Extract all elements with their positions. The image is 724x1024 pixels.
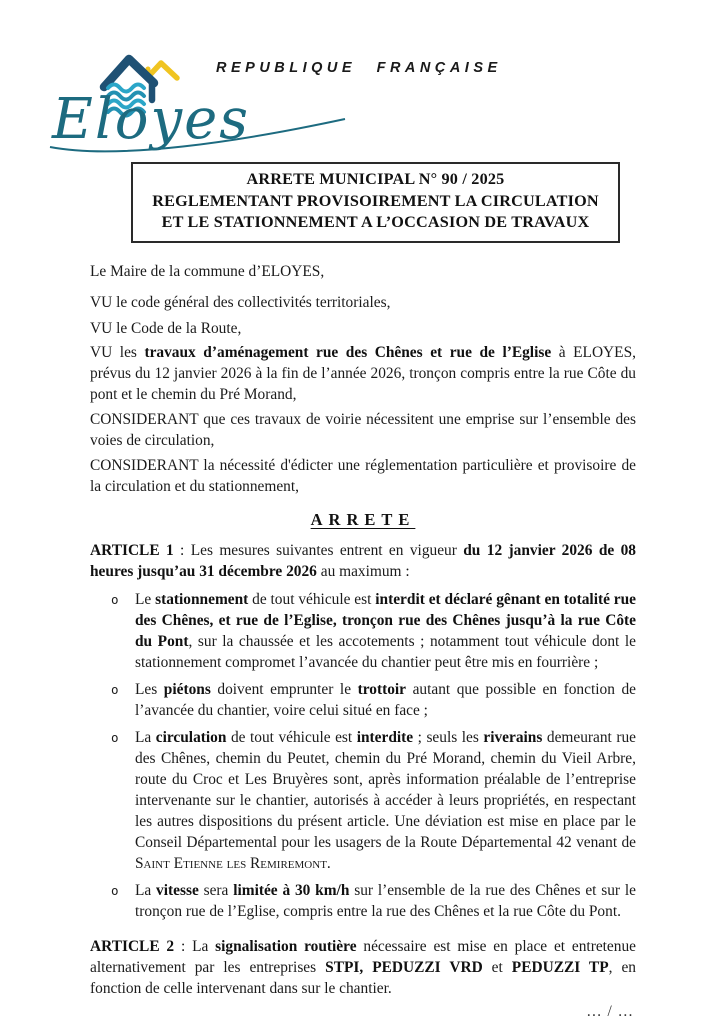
list-item	[90, 880, 636, 922]
bullet-marker: o	[111, 730, 119, 745]
list-item	[90, 679, 636, 721]
bullet-marker: o	[111, 883, 119, 898]
bullet-pietons: Les piétons doivent emprunter le trottoir autant que possible en fonction de l’avancée du chantier, voire celui situé en face ;	[135, 681, 636, 719]
paragraph-considerant-1: CONSIDERANT que ces travaux de voirie nécessitent une emprise sur l’ensemble des voies de circulation,	[90, 411, 636, 449]
page-continuation-mark: … / …	[586, 1003, 634, 1020]
paragraph-vu-collectivites: VU le code général des collectivités territoriales,	[90, 294, 391, 311]
decree-title-line-3: ET LE STATIONNEMENT A L’OCCASION DE TRAVAUX	[161, 213, 590, 231]
list-item	[90, 589, 636, 673]
bullet-circulation: La circulation de tout véhicule est interdite ; seuls les riverains demeurant rue des Chênes, chemin du Peutet, chemin du Pré Morand, chemin du Vieil Arbre, route du Croc et Les Bruyères sont, après information préalable de l’entreprise intervenante sur le chantier, autorisés à accéder à leurs propriétés, en respectant les autres dispositions du présent article. Une déviation est mise en place par le Conseil Départemental pour les usagers de la Route Départemental 42 venant de Saint Etienne les Remiremont.	[135, 729, 636, 872]
town-name-script	[50, 87, 345, 152]
bullet-marker: o	[111, 682, 119, 697]
article-1-intro: ARTICLE 1 : Les mesures suivantes entrent en vigueur du 12 janvier 2026 de 08 heures jusqu’au 31 décembre 2026 au maximum :	[90, 542, 636, 580]
bullet-stationnement: Le stationnement de tout véhicule est interdit et déclaré gênant en totalité rue des Chênes, et rue de l’Eglise, tronçon rue des Chênes jusqu’à la rue Côte du Pont, sur la chaussée et les accotements ; notamment tout véhicule dont le stationnement compromet l’avancée du chantier peut être mis en fourrière ;	[135, 591, 636, 671]
arrete-heading	[90, 509, 636, 531]
list-item	[90, 727, 636, 874]
arrete-heading-text: ARRETE	[310, 510, 416, 529]
bullet-marker: o	[111, 592, 119, 607]
bullet-vitesse: La vitesse sera limitée à 30 km/h sur l’ensemble de la rue des Chênes et sur le tronçon rue de l’Eglise, compris entre la rue des Chênes et la rue Côte du Pont.	[135, 882, 636, 920]
paragraph-vu-code-route: VU le Code de la Route,	[90, 320, 242, 337]
paragraph-maire: Le Maire de la commune d’ELOYES,	[90, 263, 325, 280]
paragraph-considerant-2: CONSIDERANT la nécessité d'édicter une réglementation particulière et provisoire de la circulation et du stationnement,	[90, 457, 636, 495]
town-name-text: Eloyes	[52, 87, 251, 152]
paragraph-vu-travaux: VU les travaux d’aménagement rue des Chênes et rue de l’Eglise à ELOYES, prévus du 12 janvier 2026 à la fin de l’année 2026, tronçon compris entre la rue Côte du pont et le chemin du Pré Morand,	[90, 344, 636, 403]
document-body	[90, 261, 636, 1022]
decree-title-line-1: ARRETE MUNICIPAL N° 90 / 2025	[246, 170, 505, 188]
decree-title-line-2: REGLEMENTANT PROVISOIREMENT LA CIRCULATION	[152, 191, 599, 210]
decree-title-box	[131, 162, 620, 243]
article-2-paragraph: ARTICLE 2 : La signalisation routière nécessaire est mise en place et entretenue alternativement par les entreprises STPI, PEDUZZI VRD et PEDUZZI TP, en fonction de celle intervenant dans sur le chantier.	[90, 938, 636, 997]
republique-francaise-header: REPUBLIQUE FRANÇAISE	[216, 60, 502, 76]
